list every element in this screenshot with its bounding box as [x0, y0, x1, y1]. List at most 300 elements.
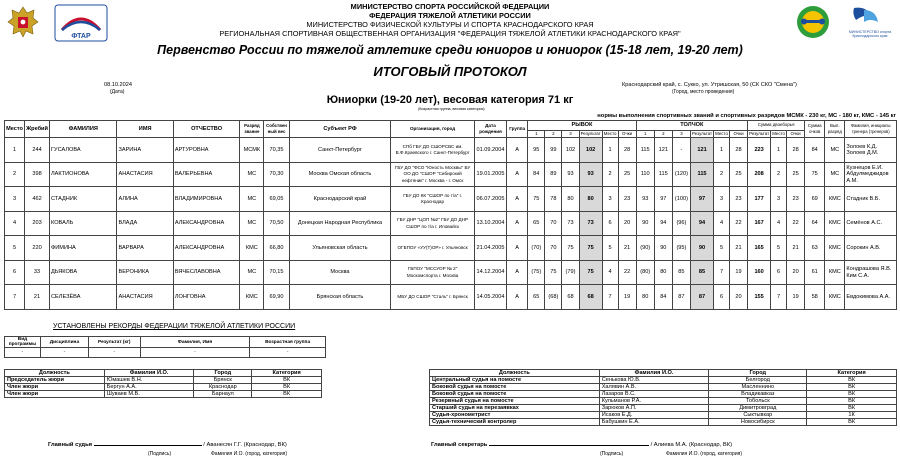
table-row: [5, 187, 897, 212]
cell-c1: 110: [636, 162, 654, 187]
jury-cell: Юмашев В.Н.: [104, 377, 194, 384]
col-surname: ФАМИЛИЯ: [50, 121, 117, 138]
cell-org: ГБУ ДНР "ЦОП №2" ГБУ ДО ДНР СШОР по т/а г. Иловайск: [391, 211, 475, 236]
cell-name: АНАСТАСИЯ: [117, 285, 173, 310]
judges-cell: ВК: [807, 398, 897, 405]
cell-bw: 69,05: [264, 187, 289, 212]
cell-c3: 87: [672, 285, 690, 310]
chief-judge-sign-caption: (Подпись): [148, 451, 172, 457]
cell-place: 2: [5, 162, 25, 187]
records-cell: -: [5, 348, 41, 358]
judges-col-city: Город: [709, 370, 807, 377]
judges-cell: ВК: [807, 405, 897, 412]
jury-col-category: Категория: [252, 370, 322, 377]
jury-col-position: Должность: [5, 370, 105, 377]
cell-tot: 165: [748, 236, 771, 261]
cell-coach: Кузнецов Е.И. Абдулмеджидов А.М.: [845, 162, 897, 187]
records-col-discipline: Дисциплина: [40, 337, 88, 348]
cell-bw: 69,90: [264, 285, 289, 310]
cell-c2: 84: [654, 285, 672, 310]
place-value: Краснодарский край, с. Сукко, ул. Утришская, 50 (СК СКО "Смена"): [622, 82, 797, 88]
cell-surname: ФИМИНА: [50, 236, 117, 261]
cell-region: Брянская область: [289, 285, 391, 310]
cell-coach: Золоев К.Д. Золоев Д.М.: [845, 138, 897, 163]
jury-cell: Член жюри: [5, 391, 105, 398]
cell-cp: 2: [714, 162, 730, 187]
cell-rank: МС: [240, 211, 264, 236]
judges-cell: 1К: [807, 412, 897, 419]
cell-org: ГБУ ДО КК "СШОР по т/а" г. Краснодар: [391, 187, 475, 212]
cell-name: ЗАРИНА: [117, 138, 173, 163]
table-row: [5, 391, 322, 398]
cell-birth: 13.10.2004: [474, 211, 506, 236]
russia-coat-of-arms-logo: [6, 4, 40, 45]
judges-cell: Белгород: [709, 377, 807, 384]
judges-cell: Зарюков А.П.: [599, 405, 709, 412]
cell-nr: МС: [825, 162, 845, 187]
cell-c1: 115: [636, 138, 654, 163]
chief-judge-signature: [48, 442, 287, 448]
chief-secretary-value: / Алиева М.А. (Краснодар, ВК): [650, 442, 733, 448]
cell-nr: КМС: [825, 187, 845, 212]
cell-tot: 177: [748, 187, 771, 212]
table-row: [5, 285, 897, 310]
chief-secretary-name-caption: Фамилия И.О. (город, категория): [666, 451, 743, 457]
judges-cell: Новосибирск: [709, 419, 807, 426]
table-row: [5, 384, 322, 391]
judges-cell: Резервный судья на помосте: [430, 398, 600, 405]
header-line-3: МИНИСТЕРСТВО ФИЗИЧЕСКОЙ КУЛЬТУРЫ И СПОРТА КРАСНОДАРСКОГО КРАЯ: [306, 20, 594, 29]
cell-spt: 25: [618, 162, 636, 187]
cell-bw: 70,30: [264, 162, 289, 187]
cell-sr: 102: [579, 138, 602, 163]
cell-tot: 223: [748, 138, 771, 163]
cell-cp: 4: [714, 211, 730, 236]
cell-tot: 208: [748, 162, 771, 187]
total-points: Очки: [787, 131, 805, 138]
cell-coach: Кондрашова Я.В. Ким С.А.: [845, 260, 897, 285]
col-coach: Фамилия, инициалы тренера (тренеров): [845, 121, 897, 138]
cell-cp: 1: [714, 138, 730, 163]
cell-fr: 64: [805, 211, 825, 236]
snatch-points: Очки: [618, 131, 636, 138]
judges-cell: Судья-технический контролер: [430, 419, 600, 426]
col-place: Место: [5, 121, 25, 138]
cell-spt: 22: [618, 260, 636, 285]
total-place: Место: [772, 131, 785, 136]
cj-points: Очки: [729, 131, 747, 138]
krasnodar-ministry-logo: [842, 4, 898, 47]
cell-s1: 84: [528, 162, 545, 187]
cell-pts: 25: [787, 162, 805, 187]
judges-table: [429, 369, 897, 426]
cell-c3: (95): [672, 236, 690, 261]
cell-place: 5: [5, 236, 25, 261]
cell-group: А: [507, 260, 528, 285]
judges-cell: Масленнино: [709, 384, 807, 391]
cell-s3: 80: [562, 187, 579, 212]
col-group: Группа: [507, 121, 528, 138]
ftar-logo: [54, 4, 108, 47]
chief-judge-value: / Аванесян Г.Г. (Краснодар, ВК): [203, 442, 287, 448]
cell-fr: 69: [805, 187, 825, 212]
cell-patronymic: ВЛАДИМИРОВНА: [173, 187, 239, 212]
category-caption: (Возрастная группа, весовая категория): [418, 107, 485, 111]
cj-place: Место: [715, 131, 728, 136]
records-cell: -: [88, 348, 140, 358]
col-snatch: РЫВОК: [528, 121, 636, 131]
col-bodyweight: Собствен ный вес: [264, 121, 289, 138]
cell-bw: 66,80: [264, 236, 289, 261]
table-row: [430, 412, 897, 419]
records-col-result: Результат (кг): [88, 337, 140, 348]
jury-table: [4, 369, 322, 398]
cell-cr: 121: [690, 138, 713, 163]
cell-coach: Евдокимова А.А.: [845, 285, 897, 310]
judges-cell: Боковой судья на помосте: [430, 384, 600, 391]
table-row: [430, 377, 897, 384]
cell-lot: 462: [25, 187, 50, 212]
table-row: [430, 391, 897, 398]
cell-sr: 93: [579, 162, 602, 187]
cell-patronymic: АРТУРОВНА: [173, 138, 239, 163]
judges-cell: Судья-хронометрист: [430, 412, 600, 419]
cell-group: А: [507, 138, 528, 163]
jury-cell: Краснодар: [194, 384, 252, 391]
judges-cell: Боковой судья на помосте: [430, 391, 600, 398]
cell-name: АЛИНА: [117, 187, 173, 212]
records-col-program: Вид программы: [5, 337, 41, 348]
cell-sr: 75: [579, 260, 602, 285]
snatch-att2: 2: [545, 131, 562, 138]
cell-tp: 1: [771, 138, 787, 163]
cell-birth: 21.04.2005: [474, 236, 506, 261]
table-row: [5, 260, 897, 285]
judges-cell: Сенькова Ю.В.: [599, 377, 709, 384]
cell-s3: 73: [562, 211, 579, 236]
cell-c1: (90): [636, 236, 654, 261]
cell-pts: 22: [787, 211, 805, 236]
cell-lot: 33: [25, 260, 50, 285]
judges-cell: Бабушкин Е.А.: [599, 419, 709, 426]
jury-cell: ВК: [252, 391, 322, 398]
cell-lot: 398: [25, 162, 50, 187]
cell-c1: 90: [636, 211, 654, 236]
cell-pts: 28: [787, 138, 805, 163]
cell-sp: 5: [602, 236, 618, 261]
cell-rank: КМС: [240, 236, 264, 261]
federation-emblem-logo: [796, 4, 830, 45]
cell-region: Москва: [289, 260, 391, 285]
cell-spt: 28: [618, 138, 636, 163]
cell-region: Санкт-Петербург: [289, 138, 391, 163]
cell-s3: 102: [562, 138, 579, 163]
table-row: [5, 211, 897, 236]
table-row: [5, 162, 897, 187]
cell-bw: 70,35: [264, 138, 289, 163]
cell-tp: 7: [771, 285, 787, 310]
cell-coach: Семёнов А.С.: [845, 211, 897, 236]
cell-s2: 70: [545, 236, 562, 261]
cell-s1: 75: [528, 187, 545, 212]
document-header: [0, 0, 900, 38]
cell-cr: 90: [690, 236, 713, 261]
cell-fr: 84: [805, 138, 825, 163]
cell-sp: 7: [602, 285, 618, 310]
cell-name: ВАРВАРА: [117, 236, 173, 261]
jury-cell: Председатель жюри: [5, 377, 105, 384]
cell-rank: КМС: [240, 285, 264, 310]
cell-cr: 85: [690, 260, 713, 285]
krasnodar-ministry-logo-text: МИНИСТЕРСТВО спорта Краснодарского края: [848, 30, 892, 38]
place-caption: (Город, место проведения): [672, 89, 735, 95]
cell-sr: 80: [579, 187, 602, 212]
cell-org: ОГБПОУ «УУ(Т)ОР» г. Ульяновск: [391, 236, 475, 261]
cell-cpt: 21: [729, 236, 747, 261]
cell-c2: 80: [654, 260, 672, 285]
judges-col-name: Фамилия И.О.: [599, 370, 709, 377]
cell-cpt: 28: [729, 138, 747, 163]
cell-c3: 85: [672, 260, 690, 285]
cell-lot: 244: [25, 138, 50, 163]
cell-region: Краснодарский край: [289, 187, 391, 212]
cell-tp: 5: [771, 236, 787, 261]
cell-rank: МС: [240, 162, 264, 187]
col-sum-points: Сумма очков: [805, 121, 825, 138]
records-table: [4, 336, 326, 358]
col-org: Организация, город: [391, 121, 475, 138]
cell-nr: МС: [825, 138, 845, 163]
cell-rank: МС: [240, 187, 264, 212]
jury-cell: Барнаул: [194, 391, 252, 398]
cell-fr: 75: [805, 162, 825, 187]
cell-tp: 6: [771, 260, 787, 285]
table-row: [430, 405, 897, 412]
cell-coach: Стадник В.Б.: [845, 187, 897, 212]
cell-c1: 80: [636, 285, 654, 310]
records-cell: -: [40, 348, 88, 358]
col-new-rank: Вып. разряд: [825, 121, 845, 138]
cell-c2: 90: [654, 236, 672, 261]
cell-s3: 68: [562, 285, 579, 310]
cell-c3: (96): [672, 211, 690, 236]
judges-cell: Халявин А.В.: [599, 384, 709, 391]
header-line-4: РЕГИОНАЛЬНАЯ СПОРТИВНАЯ ОБЩЕСТВЕННАЯ ОРГАНИЗАЦИЯ "ФЕДЕРАЦИЯ ТЯЖЕЛОЙ АТЛЕТИКИ КРАСНОДАРСКОГО КРАЯ": [219, 29, 681, 38]
cell-birth: 14.12.2004: [474, 260, 506, 285]
cell-group: А: [507, 211, 528, 236]
cell-cpt: 19: [729, 260, 747, 285]
judges-cell: Сыктывкар: [709, 412, 807, 419]
cell-group: А: [507, 162, 528, 187]
cell-s1: 65: [528, 285, 545, 310]
date-value: 08.10.2024: [104, 82, 132, 88]
col-sum-group: Сумма двоеборья: [748, 121, 805, 131]
cell-sr: 75: [579, 236, 602, 261]
chief-judge-label: Главный судья: [48, 442, 93, 448]
cell-birth: 01.09.2004: [474, 138, 506, 163]
cell-c3: (120): [672, 162, 690, 187]
table-row: [5, 377, 322, 384]
cell-surname: ЛАКТИОНОВА: [50, 162, 117, 187]
cell-pts: 23: [787, 187, 805, 212]
judges-cell: Лазаров В.С.: [599, 391, 709, 398]
col-patronymic: ОТЧЕСТВО: [173, 121, 239, 138]
cell-fr: 63: [805, 236, 825, 261]
jury-cell: Брянск: [194, 377, 252, 384]
cell-rank: МС: [240, 260, 264, 285]
cell-c2: 121: [654, 138, 672, 163]
cell-region: Москва Омская область: [289, 162, 391, 187]
cell-s2: 70: [545, 211, 562, 236]
protocol-title: ИТОГОВЫЙ ПРОТОКОЛ: [373, 64, 527, 79]
cell-surname: ГУСАЛОВА: [50, 138, 117, 163]
cell-c2: 94: [654, 211, 672, 236]
snatch-place: Место: [603, 131, 617, 136]
norms-text: нормы выполнения спортивных званий и спортивных разрядов МСМК - 230 кг, МС - 180 кг, КМС - 145 кг: [597, 113, 896, 119]
chief-secretary-sign-caption: (Подпись): [600, 451, 624, 457]
cell-s2: 89: [545, 162, 562, 187]
col-region: Субъект РФ: [289, 121, 391, 138]
judges-cell: Кульманов Р.А.: [599, 398, 709, 405]
cell-place: 6: [5, 260, 25, 285]
jury-cell: ВК: [252, 384, 322, 391]
cell-s1: (70): [528, 236, 545, 261]
cell-tot: 167: [748, 211, 771, 236]
cell-tot: 155: [748, 285, 771, 310]
cell-surname: СЕЛЕЗЁВА: [50, 285, 117, 310]
cell-sp: 2: [602, 162, 618, 187]
header-line-1: МИНИСТЕРСТВО СПОРТА РОССИЙСКОЙ ФЕДЕРАЦИИ: [350, 2, 550, 11]
col-rank: Разряд звание: [240, 121, 264, 138]
cell-place: 7: [5, 285, 25, 310]
cell-c2: 115: [654, 162, 672, 187]
judges-cell: Димитровград: [709, 405, 807, 412]
cell-patronymic: ЛОНГОВНА: [173, 285, 239, 310]
cell-sr: 73: [579, 211, 602, 236]
cell-cr: 87: [690, 285, 713, 310]
cell-s3: 75: [562, 236, 579, 261]
cell-bw: 70,50: [264, 211, 289, 236]
judges-cell: ВК: [807, 419, 897, 426]
jury-cell: ВК: [252, 377, 322, 384]
cell-c3: -: [672, 138, 690, 163]
col-birth: Дата рождения: [474, 121, 506, 138]
cell-group: А: [507, 187, 528, 212]
jury-col-city: Город: [194, 370, 252, 377]
cell-pts: 21: [787, 236, 805, 261]
header-line-2: ФЕДЕРАЦИЯ ТЯЖЕЛОЙ АТЛЕТИКИ РОССИИ: [369, 11, 531, 20]
ftar-logo-text: ФТАР: [71, 33, 91, 40]
cell-s3: (79): [562, 260, 579, 285]
cell-org: ГБУ ДО "ФСО "Юность Москвы" БУ ОО ДО "СШОР "Сибирский нефтяник" г. Москва - г. Омск: [391, 162, 475, 187]
chief-secretary-signature: [431, 442, 732, 448]
cell-tot: 160: [748, 260, 771, 285]
cell-region: Донецкая Народная Республика: [289, 211, 391, 236]
cell-org: СПб ГБУ ДО СШОРСВС им. В.Ф.Краевского г. Санкт-Петербург: [391, 138, 475, 163]
cell-group: А: [507, 285, 528, 310]
cell-sp: 1: [602, 138, 618, 163]
cell-c1: 93: [636, 187, 654, 212]
cell-cr: 97: [690, 187, 713, 212]
cell-name: АНАСТАСИЯ: [117, 162, 173, 187]
judges-cell: ВК: [807, 384, 897, 391]
cell-lot: 21: [25, 285, 50, 310]
table-row: [430, 384, 897, 391]
cell-name: ВЕРОНИКА: [117, 260, 173, 285]
records-col-age-group: Возрастная группа: [250, 337, 326, 348]
cell-patronymic: ВЯЧЕСЛАВОВНА: [173, 260, 239, 285]
cell-cpt: 25: [729, 162, 747, 187]
cell-patronymic: ВАЛЕРЬЕВНА: [173, 162, 239, 187]
cell-tp: 4: [771, 211, 787, 236]
judges-cell: Центральный судья на помосте: [430, 377, 600, 384]
judges-col-category: Категория: [807, 370, 897, 377]
cell-s2: (68): [545, 285, 562, 310]
cell-org: МБУ ДО СШОР "Сталь" г. Брянск: [391, 285, 475, 310]
col-lot: Жребий: [25, 121, 50, 138]
results-table: [4, 120, 897, 310]
cell-tp: 2: [771, 162, 787, 187]
cell-patronymic: АЛЕКСАНДРОВНА: [173, 236, 239, 261]
cell-sr: 68: [579, 285, 602, 310]
cell-lot: 203: [25, 211, 50, 236]
cell-spt: 19: [618, 285, 636, 310]
chief-secretary-label: Главный секретарь: [431, 442, 488, 448]
cell-spt: 21: [618, 236, 636, 261]
cell-s2: 78: [545, 187, 562, 212]
judges-cell: Старший судья на перезаявках: [430, 405, 600, 412]
cell-s2: 75: [545, 260, 562, 285]
cell-s1: 95: [528, 138, 545, 163]
cell-sp: 6: [602, 211, 618, 236]
cell-birth: 06.07.2005: [474, 187, 506, 212]
cj-result: Результат: [692, 131, 713, 136]
records-cell: -: [250, 348, 326, 358]
table-row: [5, 138, 897, 163]
cell-place: 3: [5, 187, 25, 212]
cell-patronymic: АЛЕКСАНДРОВНА: [173, 211, 239, 236]
col-name: ИМЯ: [117, 121, 173, 138]
cell-fr: 61: [805, 260, 825, 285]
cell-spt: 20: [618, 211, 636, 236]
cell-cr: 94: [690, 211, 713, 236]
judges-col-position: Должность: [430, 370, 600, 377]
category-title: Юниорки (19-20 лет), весовая категория 71 кг: [326, 94, 574, 106]
cell-nr: КМС: [825, 285, 845, 310]
cell-pts: 19: [787, 285, 805, 310]
cell-nr: КМС: [825, 211, 845, 236]
cell-cpt: 23: [729, 187, 747, 212]
jury-col-name: Фамилия И.О.: [104, 370, 194, 377]
table-row: [430, 419, 897, 426]
judges-cell: ВК: [807, 377, 897, 384]
cj-att1: 1: [636, 131, 654, 138]
records-cell: -: [140, 348, 250, 358]
cell-bw: 70,15: [264, 260, 289, 285]
cell-s1: 65: [528, 211, 545, 236]
cell-cpt: 20: [729, 285, 747, 310]
records-col-name: Фамилия, Имя: [140, 337, 250, 348]
cell-lot: 220: [25, 236, 50, 261]
cell-sp: 4: [602, 260, 618, 285]
judges-cell: Владикавказ: [709, 391, 807, 398]
cell-place: 4: [5, 211, 25, 236]
cell-c2: 97: [654, 187, 672, 212]
jury-cell: Член жюри: [5, 384, 105, 391]
jury-cell: Бергун А.А.: [104, 384, 194, 391]
table-row: [5, 236, 897, 261]
cell-birth: 14.05.2004: [474, 285, 506, 310]
